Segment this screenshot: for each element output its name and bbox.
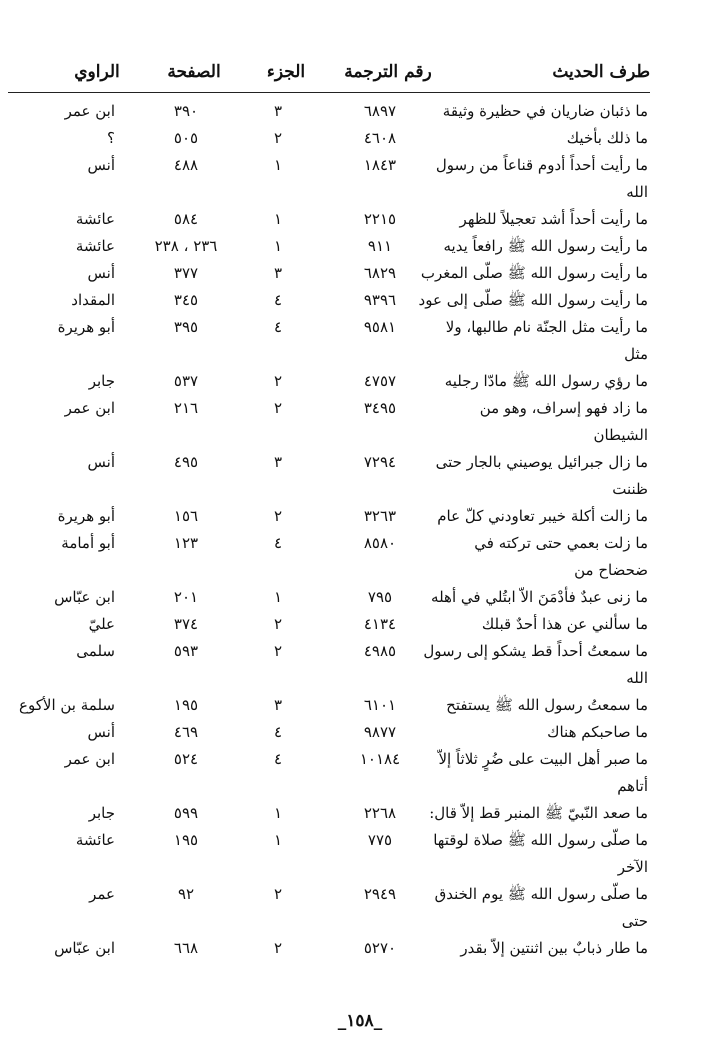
- rawi-name: عائشة: [75, 237, 115, 255]
- table-row: [0, 800, 720, 827]
- juz-number: ٢: [273, 399, 283, 417]
- rawi-name: عائشة: [75, 210, 115, 228]
- rawi-name: سلمى: [76, 642, 115, 660]
- rawi-name: جابر: [88, 372, 115, 390]
- hadith-text: ما ذلك بأخيك: [566, 129, 648, 147]
- tarjama-number: ٩٥٨١: [363, 318, 397, 336]
- hadith-text: مثل: [624, 345, 648, 363]
- page-number-cell: ١٥٦: [173, 507, 199, 525]
- table-row: [0, 422, 720, 449]
- juz-number: ٤: [273, 750, 283, 768]
- index-table-body: [0, 98, 720, 962]
- table-row: [0, 530, 720, 557]
- hadith-text: ما سمعتُ أحداً قط يشكو إلى رسول: [423, 642, 648, 660]
- table-row: [0, 638, 720, 665]
- table-row: [0, 98, 720, 125]
- table-row: [0, 152, 720, 179]
- juz-number: ١: [273, 156, 283, 174]
- table-row: [0, 773, 720, 800]
- table-row: [0, 665, 720, 692]
- tarjama-number: ٧٩٥: [367, 588, 393, 606]
- page-number-cell: ٩٢: [177, 885, 195, 903]
- rawi-name: ابن عمر: [64, 750, 115, 768]
- table-row: [0, 557, 720, 584]
- rawi-name: ابن عمر: [64, 102, 115, 120]
- tarjama-number: ٩٨٧٧: [363, 723, 397, 741]
- tarjama-number: ٨٥٨٠: [363, 534, 397, 552]
- hadith-text: الآخر: [617, 858, 648, 876]
- header-juz: الجزء: [266, 62, 306, 82]
- table-header: [8, 54, 650, 94]
- table-row: [0, 449, 720, 476]
- hadith-text: ما طار ذبابٌ بين اثنتين إلاّ بقدر: [460, 939, 648, 957]
- page-number-cell: ٢١٦: [173, 399, 199, 417]
- rawi-name: جابر: [88, 804, 115, 822]
- tarjama-number: ٣٤٩٥: [363, 399, 397, 417]
- table-row: [0, 476, 720, 503]
- juz-number: ١: [273, 237, 283, 255]
- header-page: الصفحة: [167, 62, 221, 82]
- juz-number: ٤: [273, 723, 283, 741]
- table-row: [0, 908, 720, 935]
- header-rule: [8, 92, 650, 93]
- hadith-text: الشيطان: [593, 426, 648, 444]
- rawi-name: أنس: [87, 723, 115, 741]
- rawi-name: أبو أمامة: [61, 534, 115, 552]
- juz-number: ١: [273, 831, 283, 849]
- table-row: [0, 287, 720, 314]
- hadith-text: ما زنى عبدٌ فأدْمَنَ الاّ ابتُلي في أهله: [431, 588, 648, 606]
- tarjama-number: ٩٣٩٦: [363, 291, 397, 309]
- hadith-text: ما رأيت رسول الله ﷺ صلّى المغرب: [420, 264, 648, 282]
- tarjama-number: ٤٦٠٨: [363, 129, 397, 147]
- header-hadith: طرف الحديث: [552, 62, 650, 82]
- juz-number: ١: [273, 588, 283, 606]
- juz-number: ٣: [273, 102, 283, 120]
- juz-number: ٢: [273, 642, 283, 660]
- rawi-name: ابن عبّاس: [54, 588, 115, 606]
- page-number-cell: ٢٣٦ ، ٢٣٨: [154, 237, 218, 255]
- hadith-text: ما سمعتُ رسول الله ﷺ يستفتح: [446, 696, 648, 714]
- page-number-cell: ٤٨٨: [173, 156, 199, 174]
- table-row: [0, 719, 720, 746]
- page-number-cell: ١٩٥: [173, 696, 199, 714]
- tarjama-number: ١٨٤٣: [363, 156, 397, 174]
- table-row: [0, 611, 720, 638]
- rawi-name: أنس: [87, 264, 115, 282]
- table-row: [0, 692, 720, 719]
- rawi-name: ابن عمر: [64, 399, 115, 417]
- juz-number: ٤: [273, 534, 283, 552]
- table-row: [0, 584, 720, 611]
- tarjama-number: ٩١١: [367, 237, 393, 255]
- table-row: [0, 827, 720, 854]
- tarjama-number: ٢٢٦٨: [363, 804, 397, 822]
- table-row: [0, 503, 720, 530]
- rawi-name: عليّ: [88, 615, 115, 633]
- tarjama-number: ٧٧٥: [367, 831, 393, 849]
- tarjama-number: ٦٨٢٩: [363, 264, 397, 282]
- table-row: [0, 935, 720, 962]
- hadith-text: الله: [626, 183, 648, 201]
- table-row: [0, 179, 720, 206]
- tarjama-number: ٤٩٨٥: [363, 642, 397, 660]
- tarjama-number: ١٠١٨٤: [359, 750, 401, 768]
- rawi-name: المقداد: [71, 291, 115, 309]
- juz-number: ٣: [273, 696, 283, 714]
- hadith-text: ما رأيت أحداً أدوم قناعاً من رسول: [435, 156, 648, 174]
- rawi-name: عمر: [89, 885, 115, 903]
- rawi-name: أنس: [87, 156, 115, 174]
- hadith-text: ظننت: [612, 480, 648, 498]
- juz-number: ٢: [273, 129, 283, 147]
- hadith-text: ما صبر أهل البيت على ضُرٍ ثلاثاً إلاّ: [438, 750, 648, 768]
- hadith-text: ما رؤي رسول الله ﷺ مادّا رجليه: [444, 372, 648, 390]
- page-number-cell: ٥٢٤: [173, 750, 199, 768]
- table-row: [0, 854, 720, 881]
- page-number-cell: ٤٩٥: [173, 453, 199, 471]
- tarjama-number: ٧٢٩٤: [363, 453, 397, 471]
- table-row: [0, 881, 720, 908]
- hadith-text: ما صعد النّبيّ ﷺ المنبر قط إلاّ قال:: [429, 804, 648, 822]
- rawi-name: عائشة: [75, 831, 115, 849]
- hadith-text: ما صلّى رسول الله ﷺ يوم الخندق: [434, 885, 648, 903]
- hadith-text: ما زاد فهو إسراف، وهو من: [479, 399, 648, 417]
- juz-number: ٢: [273, 939, 283, 957]
- juz-number: ٣: [273, 264, 283, 282]
- tarjama-number: ٢٩٤٩: [363, 885, 397, 903]
- table-row: [0, 746, 720, 773]
- hadith-text: ما ذئبان ضاريان في حظيرة وثيقة: [442, 102, 648, 120]
- page-number-cell: ٥٣٧: [173, 372, 199, 390]
- rawi-name: أنس: [87, 453, 115, 471]
- hadith-text: ما زلت بعمي حتى تركته في: [474, 534, 648, 552]
- table-row: [0, 368, 720, 395]
- page-number-cell: ١٩٥: [173, 831, 199, 849]
- rawi-name: سلمة بن الأكوع: [19, 696, 115, 714]
- page-number-cell: ٥٨٤: [173, 210, 199, 228]
- tarjama-number: ٤٧٥٧: [363, 372, 397, 390]
- hadith-text: أتاهم: [617, 777, 648, 795]
- page-number-cell: ٦٦٨: [173, 939, 199, 957]
- hadith-text: ما صلّى رسول الله ﷺ صلاة لوقتها: [433, 831, 648, 849]
- table-row: [0, 233, 720, 260]
- table-row: [0, 341, 720, 368]
- page-number-cell: ٢٠١: [173, 588, 199, 606]
- hadith-text: ما رأيت رسول الله ﷺ رافعاً يديه: [443, 237, 648, 255]
- hadith-text: ضحضاح من: [574, 561, 648, 579]
- header-rawi: الراوي: [74, 62, 120, 82]
- table-row: [0, 206, 720, 233]
- hadith-text: ما صاحبكم هناك: [547, 723, 648, 741]
- page-number-cell: ٣٧٤: [173, 615, 199, 633]
- table-row: [0, 260, 720, 287]
- table-row: [0, 125, 720, 152]
- page-number-cell: ٥٠٥: [173, 129, 199, 147]
- juz-number: ٤: [273, 318, 283, 336]
- page-number-cell: ٤٦٩: [173, 723, 199, 741]
- table-row: [0, 314, 720, 341]
- page-number-cell: ٥٩٣: [173, 642, 199, 660]
- tarjama-number: ٤١٣٤: [363, 615, 397, 633]
- hadith-text: ما زالت أكلة خيبر تعاودني كلّ عام: [437, 507, 648, 525]
- page-number: _١٥٨_: [337, 1011, 383, 1031]
- tarjama-number: ٦١٠١: [363, 696, 397, 714]
- rawi-name: ابن عبّاس: [54, 939, 115, 957]
- juz-number: ٣: [273, 453, 283, 471]
- page-number-cell: ٣٧٧: [173, 264, 199, 282]
- page-number-cell: ٣٩٥: [173, 318, 199, 336]
- juz-number: ٢: [273, 507, 283, 525]
- hadith-text: ما زال جبرائيل يوصيني بالجار حتى: [435, 453, 648, 471]
- page-number-cell: ١٢٣: [173, 534, 199, 552]
- hadith-text: ما رأيت رسول الله ﷺ صلّى إلى عود: [418, 291, 648, 309]
- hadith-text: الله: [626, 669, 648, 687]
- hadith-text: ما سألني عن هذا أحدٌ قبلك: [481, 615, 648, 633]
- rawi-name: أبو هريرة: [57, 318, 115, 336]
- juz-number: ٢: [273, 885, 283, 903]
- rawi-name: ؟: [107, 129, 115, 147]
- page-number-cell: ٣٩٠: [173, 102, 199, 120]
- juz-number: ٤: [273, 291, 283, 309]
- hadith-text: ما رأيت مثل الجنّة نام طالبها، ولا: [445, 318, 648, 336]
- page-number-cell: ٥٩٩: [173, 804, 199, 822]
- juz-number: ٢: [273, 615, 283, 633]
- juz-number: ١: [273, 210, 283, 228]
- tarjama-number: ٣٢٦٣: [363, 507, 397, 525]
- table-row: [0, 395, 720, 422]
- header-tarjama: رقم الترجمة: [344, 62, 432, 82]
- hadith-text: حتى: [621, 912, 648, 930]
- juz-number: ١: [273, 804, 283, 822]
- rawi-name: أبو هريرة: [57, 507, 115, 525]
- tarjama-number: ٢٢١٥: [363, 210, 397, 228]
- tarjama-number: ٦٨٩٧: [363, 102, 397, 120]
- page-number-cell: ٣٤٥: [173, 291, 199, 309]
- hadith-text: ما رأيت أحداً أشد تعجيلاً للظهر: [459, 210, 648, 228]
- tarjama-number: ٥٢٧٠: [363, 939, 397, 957]
- juz-number: ٢: [273, 372, 283, 390]
